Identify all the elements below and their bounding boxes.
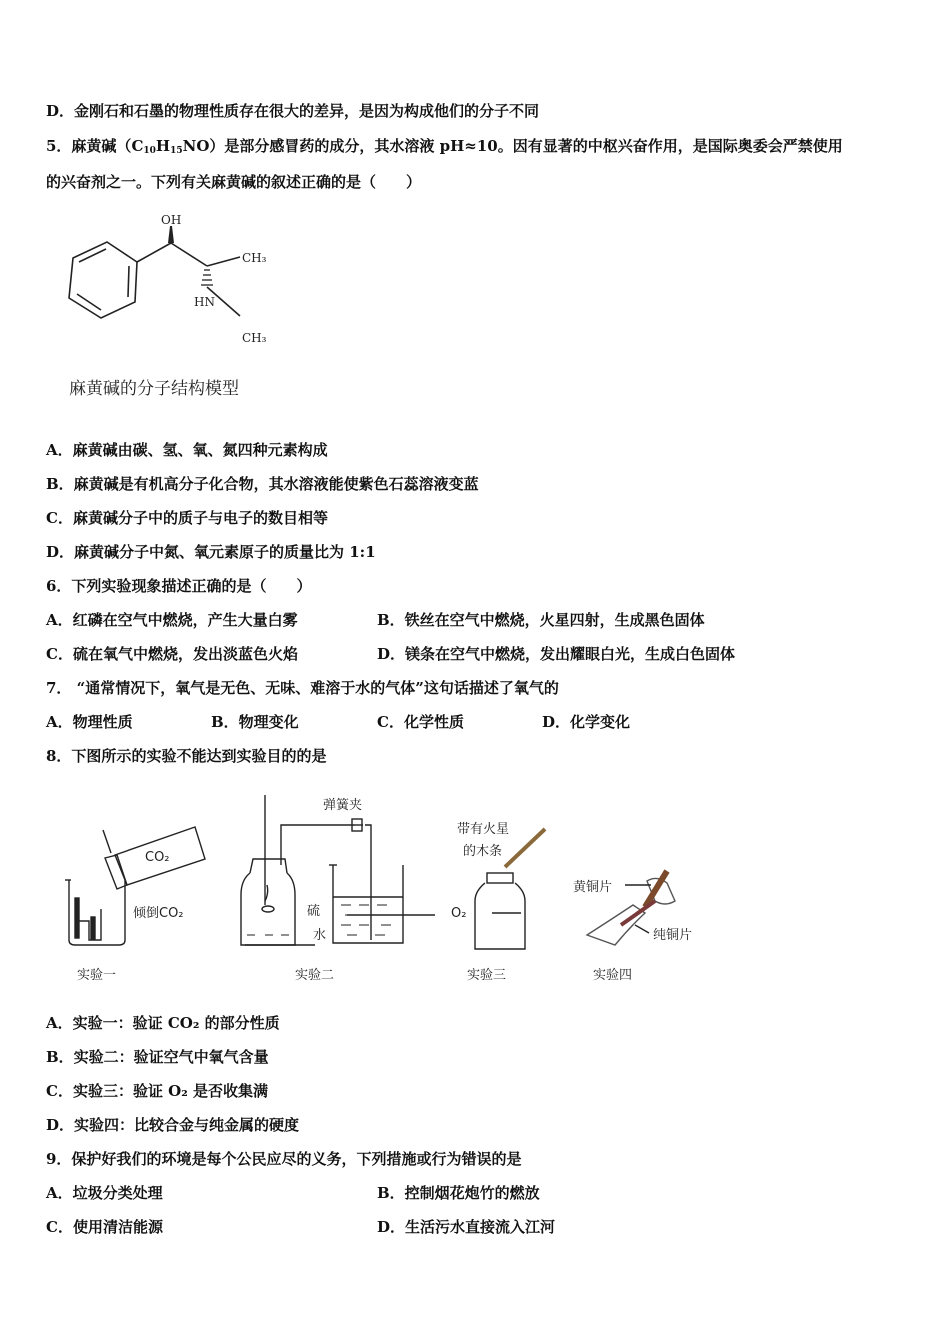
exp4-copper-sheet — [621, 901, 655, 925]
q8-experiments-figure — [55, 785, 735, 990]
exp3-o2-label: O₂ — [451, 906, 467, 921]
q8-option-c: C．实验三：验证 O₂ 是否收集满 — [46, 1082, 269, 1100]
q6-option-a: A．红磷在空气中燃烧，产生大量白雾 — [46, 611, 298, 629]
q5-option-b: B．麻黄碱是有机高分子化合物，其水溶液能使紫色石蕊溶液变蓝 — [46, 475, 479, 493]
q5-stem-b: H — [155, 137, 171, 155]
exp4-copper-label: 纯铜片 — [653, 928, 693, 943]
q9-option-d: D．生活污水直接流入江河 — [377, 1218, 556, 1236]
q9-stem: 9．保护好我们的环境是每个公民应尽的义务，下列措施或行为错误的是 — [46, 1150, 522, 1168]
exp3-stick-label-1: 带有火星 — [457, 822, 510, 837]
q5-stem-line1 — [46, 136, 843, 161]
hn-label: HN — [194, 295, 215, 309]
q5-option-c: C．麻黄碱分子中的质子与电子的数目相等 — [46, 509, 328, 527]
exp3-label: 实验三 — [467, 968, 507, 983]
exp1-candle-short — [91, 917, 95, 939]
q8-option-d: D．实验四：比较合金与纯金属的硬度 — [46, 1116, 300, 1134]
oh-wedge — [168, 226, 174, 243]
exp2-water-label: 水 — [313, 928, 327, 943]
q8-stem: 8．下图所示的实验不能达到实验目的的是 — [46, 747, 327, 765]
exp2-label: 实验二 — [295, 968, 335, 983]
q6-option-b: B．铁丝在空气中燃烧，火星四射，生成黑色固体 — [377, 611, 705, 629]
q7-stem: 7． “通常情况下，氧气是无色、无味、难溶于水的气体”这句话描述了氧气的 — [46, 679, 559, 697]
exp2-water — [341, 905, 397, 935]
q7-option-d: D．化学变化 — [542, 713, 631, 731]
q5-option-d: D．麻黄碱分子中氮、氧元素原子的质量比为 1:1 — [46, 543, 376, 561]
q9-option-b: B．控制烟花炮竹的燃放 — [377, 1184, 540, 1202]
q9-option-a: A．垃圾分类处理 — [46, 1184, 163, 1202]
oh-label: OH — [161, 213, 182, 227]
q8-option-b: B．实验二：验证空气中氧气含量 — [46, 1048, 269, 1066]
ch3-top-label: CH₃ — [242, 251, 267, 265]
q5-stem-c: NO）是部分感冒药的成分，其水溶液 pH≈10。因有显著的中枢兴奋作用，是国际奥委会严禁使用 — [182, 137, 843, 155]
q5-sub-15: 15 — [170, 146, 183, 156]
exp1-label: 实验一 — [77, 968, 117, 983]
exp3-wood-stick — [505, 829, 545, 867]
q5-stem-line2: 的兴奋剂之一。下列有关麻黄碱的叙述正确的是（ ） — [46, 173, 422, 191]
q6-option-c: C．硫在氧气中燃烧，发出淡蓝色火焰 — [46, 645, 298, 663]
q5-stem-a: 5．麻黄碱（C — [46, 137, 144, 155]
exp2-tube-right — [365, 825, 371, 940]
q4-option-d: D．金刚石和石墨的物理性质存在很大的差异，是因为构成他们的分子不同 — [46, 102, 540, 120]
exp2-clamp-label: 弹簧夹 — [323, 798, 363, 813]
q7-option-b: B．物理变化 — [211, 713, 299, 731]
q9-option-c: C．使用清洁能源 — [46, 1218, 163, 1236]
exp2-jar — [241, 795, 315, 945]
q8-option-a: A．实验一：验证 CO₂ 的部分性质 — [46, 1014, 280, 1032]
exp4-label: 实验四 — [593, 968, 633, 983]
exp1-pour-label: 倾倒CO₂ — [133, 906, 184, 921]
ch3-bottom-label: CH₃ — [242, 331, 267, 345]
exp3-stick-label-2: 的木条 — [463, 844, 503, 859]
q5-sub-10: 10 — [143, 146, 156, 156]
structure-caption: 麻黄碱的分子结构模型 — [69, 379, 239, 399]
q6-option-d: D．镁条在空气中燃烧，发出耀眼白光，生成白色固体 — [377, 645, 736, 663]
q7-option-c: C．化学性质 — [377, 713, 464, 731]
q7-option-a: A．物理性质 — [46, 713, 133, 731]
benzene-ring — [69, 242, 137, 318]
exp1-candle-tall — [75, 898, 79, 938]
q6-stem: 6．下列实验现象描述正确的是（ ） — [46, 577, 312, 595]
q5-option-a: A．麻黄碱由碳、氢、氧、氮四种元素构成 — [46, 441, 328, 459]
exp4-brass-label: 黄铜片 — [573, 880, 613, 895]
exp2-beaker — [329, 865, 403, 943]
ephedrine-structure-diagram — [55, 212, 285, 357]
exp1-co2-label: CO₂ — [145, 850, 170, 865]
exp3-o2-bottle — [475, 873, 525, 949]
exp2-sulfur-label: 硫 — [307, 904, 321, 919]
exp2-tube-left — [281, 825, 355, 865]
